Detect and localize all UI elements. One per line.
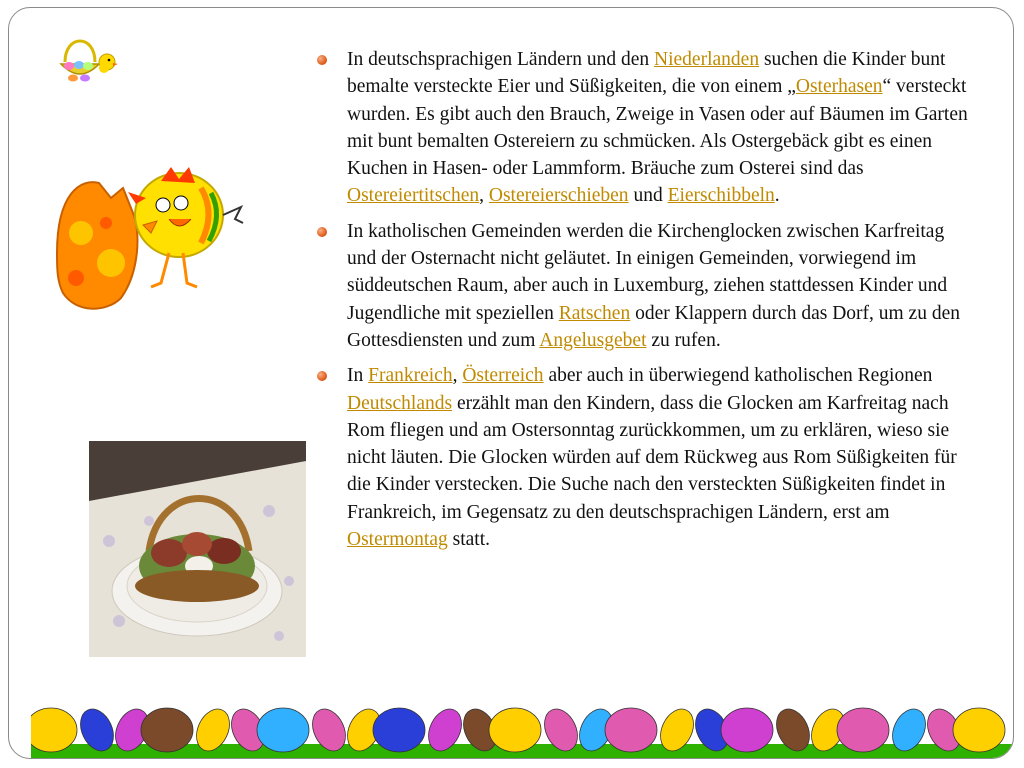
easter-eggs-border [31, 696, 1014, 759]
link-ostereierschieben[interactable]: Ostereierschieben [488, 185, 629, 207]
slide-frame [8, 7, 1014, 759]
text-segment: erzählt man den Kindern, dass die Glocken am Karfreitag nach Rom fliegen und am Ostersonntag zurückkommen, um zu erklären, wieso sie nicht läuten. Die Glocken würden auf dem Rückweg aus Rom Süßigkeiten für die Kinder verstecken. Die Suche nach den versteckten Süßigkeiten findet in Frankreich, im Gegensatz zu den deutschsprachigen Ländern, erst am [347, 392, 957, 523]
text-segment: , [479, 185, 489, 207]
easter-egg-decoration [489, 708, 541, 752]
chick-hatching-egg-clipart [51, 153, 246, 318]
easter-egg-decoration [721, 708, 773, 752]
link-eierschibbeln[interactable]: Eierschibbeln [667, 185, 775, 207]
text-segment: statt. [447, 529, 490, 551]
easter-egg-decoration [605, 708, 657, 752]
link-angelusgebet[interactable]: Angelusgebet [539, 329, 647, 351]
text-content [313, 46, 973, 561]
paragraph-text [347, 49, 968, 206]
easter-basket-photo [89, 441, 306, 657]
paragraph-text [347, 221, 960, 351]
bullet-paragraph-3 [313, 362, 973, 553]
easter-egg-decoration [141, 708, 193, 752]
link-niederlanden[interactable]: Niederlanden [654, 49, 760, 70]
link-ostereiertitschen[interactable]: Ostereiertitschen [347, 185, 480, 207]
bullet-paragraph-2 [313, 218, 973, 354]
easter-egg-decoration [373, 708, 425, 752]
bullet-paragraph-1 [313, 46, 973, 210]
text-segment: In katholischen Gemeinden werden die Kirchenglocken zwischen Karfreitag und der Osternacht nicht geläutet. In einigen Gemeinden, vorwiegend im süddeutschen Raum, aber auch in Luxemburg, ziehen stattdessen Kinder und Jugendliche mit speziellen [347, 220, 948, 324]
easter-egg-decoration [31, 708, 77, 752]
text-segment: zu rufen. [646, 329, 721, 351]
link-frankreich[interactable]: Frankreich [368, 365, 453, 387]
text-segment: “ versteckt wurden. Es gibt auch den Brauch, Zweige in Vasen oder auf Bäumen im Garten mit bunt bemalten Ostereiern zu schmücken. Als Ostergebäck gibt es einen Kuchen in Hasen- oder Lammform. Bräuche zum Osterei sind das [347, 76, 968, 180]
bullet-icon [317, 227, 327, 237]
bullet-icon [317, 55, 327, 65]
text-segment: suchen die Kinder bunt bemalte versteckte Eier und Süßigkeiten, die von einem „ [347, 49, 946, 98]
text-segment: aber auch in überwiegend katholischen Regionen [543, 365, 933, 387]
text-segment: , [452, 365, 463, 387]
easter-egg-decoration [257, 708, 309, 752]
link-österreich[interactable]: Österreich [462, 365, 544, 387]
easter-egg-decoration [837, 708, 889, 752]
paragraph-text [347, 365, 957, 550]
text-segment: oder Klappern durch das Dorf, um zu den Gottesdiensten und zum [347, 302, 960, 351]
link-ratschen[interactable]: Ratschen [558, 302, 631, 324]
text-segment: In deutschsprachigen Ländern und den [347, 49, 655, 70]
link-ostermontag[interactable]: Ostermontag [347, 529, 448, 551]
link-osterhasen[interactable]: Osterhasen [795, 76, 883, 98]
text-segment: In [347, 365, 369, 387]
text-segment: . [774, 185, 780, 207]
link-deutschlands[interactable]: Deutschlands [347, 392, 453, 414]
easter-basket-clipart [55, 32, 119, 94]
easter-egg-decoration [953, 708, 1005, 752]
text-segment: und [628, 185, 668, 207]
bullet-icon [317, 371, 327, 381]
